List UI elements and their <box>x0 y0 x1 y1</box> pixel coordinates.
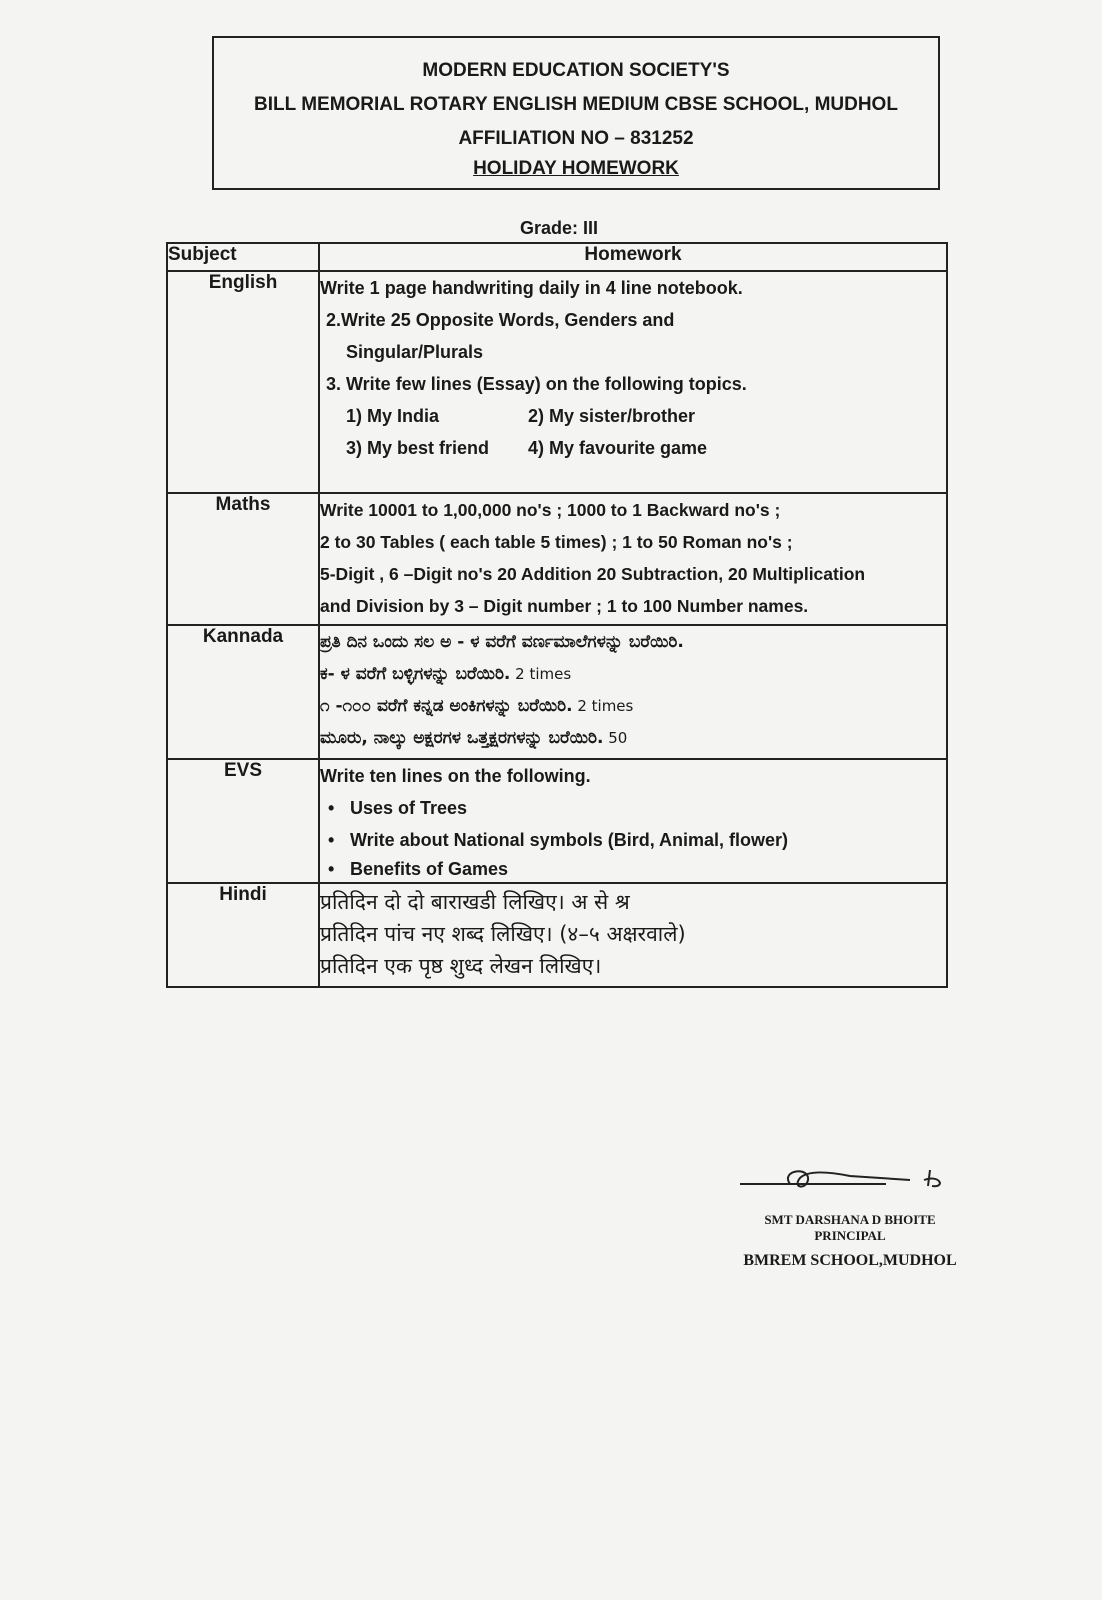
homework-line <box>320 658 946 690</box>
homework-line: प्रतिदिन पांच नए शब्द लिखिए। (४–५ अक्षरवाले) <box>320 922 686 946</box>
table-row-evs <box>167 759 947 883</box>
homework-line <box>320 690 946 722</box>
topic-row <box>320 400 946 432</box>
repeat-note: 2 times <box>572 697 634 715</box>
homework-evs <box>319 759 947 883</box>
homework-line: Write ten lines on the following. <box>320 766 591 786</box>
subject-kannada: Kannada <box>167 625 319 759</box>
homework-line <box>320 722 946 754</box>
society-name: MODERN EDUCATION SOCIETY'S <box>422 60 730 81</box>
bullet-item: • Write about National symbols (Bird, Animal, flower) <box>320 824 946 856</box>
topic-item: 1) My India <box>346 406 440 426</box>
homework-text: ಮೂರು, ನಾಲ್ಕು ಅಕ್ಷರಗಳ ಒತ್ತಕ್ಷರಗಳನ್ನು ಬರೆಯಿರಿ. <box>320 728 604 748</box>
affiliation-number: AFFILIATION NO – 831252 <box>458 128 694 149</box>
homework-hindi <box>319 883 947 987</box>
homework-line: 2.Write 25 Opposite Words, Genders and <box>326 310 675 330</box>
topic-item: 4) My favourite game <box>528 438 708 458</box>
homework-line: प्रतिदिन दो दो बाराखडी लिखिए। अ से श्र <box>320 890 630 914</box>
homework-line: 2 to 30 Tables ( each table 5 times) ; 1 to 50 Roman no's ; <box>320 532 793 552</box>
table-row-maths <box>167 493 947 625</box>
signature-line <box>740 1183 886 1185</box>
subject-evs: EVS <box>167 759 319 883</box>
school-name: BILL MEMORIAL ROTARY ENGLISH MEDIUM CBSE SCHOOL, MUDHOL <box>254 94 898 115</box>
table-row-english <box>167 271 947 493</box>
repeat-note: 50 <box>603 729 628 747</box>
homework-text: ೧ -೧೦೦ ವರೆಗೆ ಕನ್ನಡ ಅಂಕಿಗಳನ್ನು ಬರೆಯಿರಿ. <box>320 696 573 716</box>
subject-column-header: Subject <box>167 243 319 271</box>
signatory-name: SMT DARSHANA D BHOITE <box>764 1212 936 1227</box>
homework-maths <box>319 493 947 625</box>
signature-mark <box>770 1160 960 1200</box>
subject-english: English <box>167 271 319 493</box>
homework-line: प्रतिदिन एक पृष्ठ शुध्द लेखन लिखिए। <box>320 954 602 978</box>
homework-line: and Division by 3 – Digit number ; 1 to 100 Number names. <box>320 596 809 616</box>
topic-row <box>320 432 946 464</box>
subject-hindi: Hindi <box>167 883 319 987</box>
grade-label: Grade: III <box>520 218 599 238</box>
homework-line: 3. Write few lines (Essay) on the following topics. <box>326 374 747 394</box>
signatory-designation: PRINCIPAL <box>814 1228 886 1243</box>
table-row-hindi <box>167 883 947 987</box>
homework-line: Singular/Plurals <box>346 342 484 362</box>
table-header-row <box>167 243 947 271</box>
signatory-school: BMREM SCHOOL,MUDHOL <box>743 1252 957 1269</box>
homework-text: ಕ- ಳ ವರೆಗೆ ಬಳ್ಳಿಗಳನ್ನು ಬರೆಯಿರಿ. <box>320 664 511 684</box>
homework-line: Write 1 page handwriting daily in 4 line notebook. <box>320 278 743 298</box>
homework-line: Write 10001 to 1,00,000 no's ; 1000 to 1 Backward no's ; <box>320 500 781 520</box>
topic-item: 2) My sister/brother <box>528 406 696 426</box>
homework-table <box>166 242 948 988</box>
homework-column-header: Homework <box>319 243 947 271</box>
homework-kannada <box>319 625 947 759</box>
bullet-item: • Uses of Trees <box>320 792 946 824</box>
header-box <box>212 36 940 190</box>
signatory-block <box>745 1212 955 1244</box>
document-title: HOLIDAY HOMEWORK <box>473 158 679 179</box>
topic-item: 3) My best friend <box>346 438 490 458</box>
repeat-note: 2 times <box>510 665 572 683</box>
bullet-item: • Benefits of Games <box>320 856 946 882</box>
homework-line: ಪ್ರತಿ ದಿನ ಒಂದು ಸಲ ಅ - ಳ ವರೆಗೆ ವರ್ಣಮಾಲೆಗಳನ್ನು ಬರೆಯಿರಿ. <box>320 632 684 652</box>
subject-maths: Maths <box>167 493 319 625</box>
table-row-kannada <box>167 625 947 759</box>
homework-line: 5-Digit , 6 –Digit no's 20 Addition 20 Subtraction, 20 Multiplication <box>320 564 866 584</box>
homework-english <box>319 271 947 493</box>
